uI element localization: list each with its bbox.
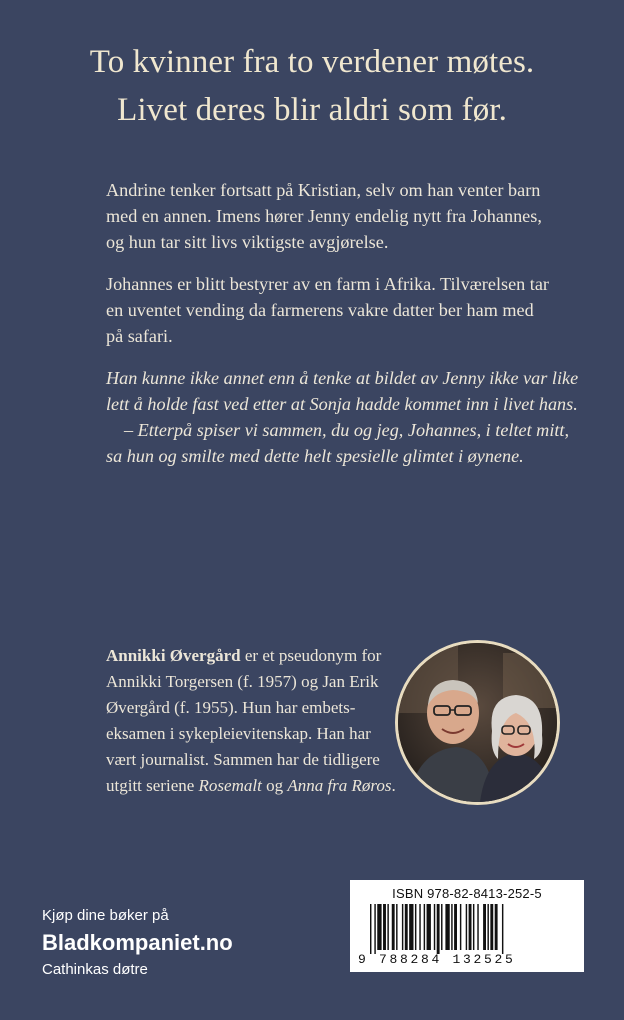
promo [42,905,233,981]
barcode-bar [490,904,493,950]
barcode [350,880,584,972]
barcode-bar [370,904,371,954]
bio-line [106,643,382,669]
barcode-bar [477,904,478,950]
barcode-bar [473,904,474,950]
barcode-bar [396,904,397,950]
barcode-bar [383,904,386,950]
headline-line-2: Livet deres blir aldri som før. [117,92,507,128]
blurb-line: og hun tar sitt livs viktigste avgjørelse. [106,232,389,252]
barcode-bar [427,904,431,950]
barcode-bar [469,904,472,950]
barcode-bar [502,904,503,954]
barcode-bar [405,904,408,950]
headline-line-1: To kvinner fra to verdener møtes. [89,44,535,80]
author-bio [106,643,396,799]
bio-line: Annikki Torgersen (f. 1957) og Jan Erik [106,672,379,691]
author-name: Annikki Øvergård [106,646,241,665]
bio-line [106,773,396,799]
quote-line: sa hun og smilte med dette helt spesielle glimtet i øynene. [106,446,524,466]
barcode-bar [437,904,440,954]
barcode-bar [424,904,425,950]
blurb-paragraph-1 [106,177,556,255]
bio-text: er et pseudonym for [240,646,382,665]
barcode-bar [495,904,498,950]
barcode-bar [434,904,435,950]
barcode-bar [454,904,457,950]
bio-text: og [261,776,288,795]
bio-text: . [391,776,396,795]
quote-line: – Etterpå spiser vi sammen, du og jeg, Johannes, i teltet mitt, [124,420,570,440]
author-photo-illustration [398,643,557,802]
barcode-bar [374,904,375,954]
series-title: Rosemalt [198,776,262,795]
barcode-bar [483,904,486,950]
quote-line: Han kunne ikke annet enn å tenke at bildet av Jenny ikke var like [106,368,579,388]
barcode-bar [377,904,381,950]
barcode-digits: 9 788284 132525 [358,952,516,967]
barcode-bar [392,904,395,950]
blurb-paragraph-2 [106,271,556,349]
quote-line: lett å holde fast ved etter at Sonja hadde kommet inn i livet hans. [106,394,578,414]
series-title: Anna fra Røros [287,776,392,795]
blurb-line: Johannes er blitt bestyrer av en farm i Afrika. Tilværelsen tar [106,274,549,294]
barcode-bar [419,904,420,950]
barcode-bar [387,904,388,950]
blurb-line: en uventet vending da farmerens vakre datter ber ham med [106,300,534,320]
isbn-label: ISBN 978-82-8413-252-5 [392,886,542,901]
series-name: Cathinkas døtre [42,961,148,978]
publisher-website: Bladkompaniet.no [42,930,233,955]
blurb [106,177,579,485]
blurb-line: med en annen. Imens hører Jenny endelig nytt fra Johannes, [106,206,542,226]
barcode-bar [409,904,413,950]
barcode-bar [402,904,403,950]
barcode-bar [487,904,488,950]
blurb-line: på safari. [106,326,173,346]
bio-line: vært journalist. Sammen har de tidligere [106,750,380,769]
blurb-line: Andrine tenker fortsatt på Kristian, selv om han venter barn [106,180,541,200]
barcode-bar [445,904,449,950]
barcode-bar [451,904,452,950]
barcode-bar [441,904,442,950]
blurb-quote [106,365,579,469]
barcode-bar [466,904,467,950]
author-photo [395,640,560,805]
bio-line: Øvergård (f. 1955). Hun har embets- [106,698,356,717]
barcode-bar [460,904,461,950]
bio-text: utgitt serienе [106,776,199,795]
barcode-bars [366,904,568,954]
bio-line: eksamen i sykepleievitenskap. Han har [106,724,371,743]
barcode-bar [415,904,416,950]
promo-text: Kjøp dine bøker på [42,907,169,924]
headline [0,38,624,134]
